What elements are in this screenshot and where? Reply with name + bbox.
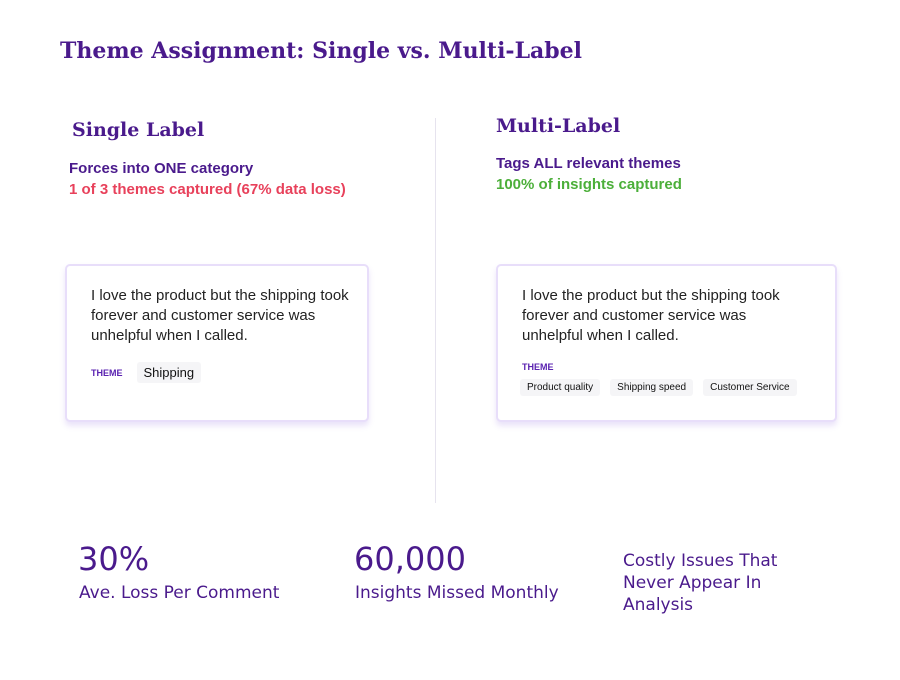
- comment-text: I love the product but the shipping took forever and customer service was unhelpful when I called.: [522, 287, 780, 344]
- single-loss: 1 of 3 themes captured (67% data loss): [69, 181, 346, 198]
- comment-text: I love the product but the shipping took forever and customer service was unhelpful when I called.: [91, 287, 349, 344]
- single-card: [65, 264, 369, 422]
- theme-tag: Product quality: [520, 379, 600, 396]
- stat-label: Ave. Loss Per Comment: [79, 583, 280, 603]
- divider: [435, 118, 436, 503]
- stat-value: 60,000: [354, 540, 466, 578]
- stat-label: Costly Issues That Never Appear In Analysis: [623, 551, 778, 615]
- single-line1: Forces into ONE category: [69, 160, 254, 177]
- theme-tag: Shipping: [137, 362, 202, 383]
- stat-value: 30%: [78, 540, 150, 578]
- theme-tag: Customer Service: [703, 379, 796, 396]
- multi-line1: Tags ALL relevant themes: [496, 155, 681, 172]
- stat-label: Insights Missed Monthly: [355, 583, 559, 603]
- single-heading: Single Label: [72, 119, 205, 141]
- theme-label: THEME: [522, 362, 554, 372]
- multi-gain: 100% of insights captured: [496, 176, 682, 193]
- theme-label: THEME: [91, 367, 123, 378]
- multi-card: [496, 264, 837, 422]
- theme-tag: Shipping speed: [610, 379, 693, 396]
- multi-heading: Multi-Label: [496, 115, 621, 137]
- page-title: Theme Assignment: Single vs. Multi-Label: [60, 38, 583, 64]
